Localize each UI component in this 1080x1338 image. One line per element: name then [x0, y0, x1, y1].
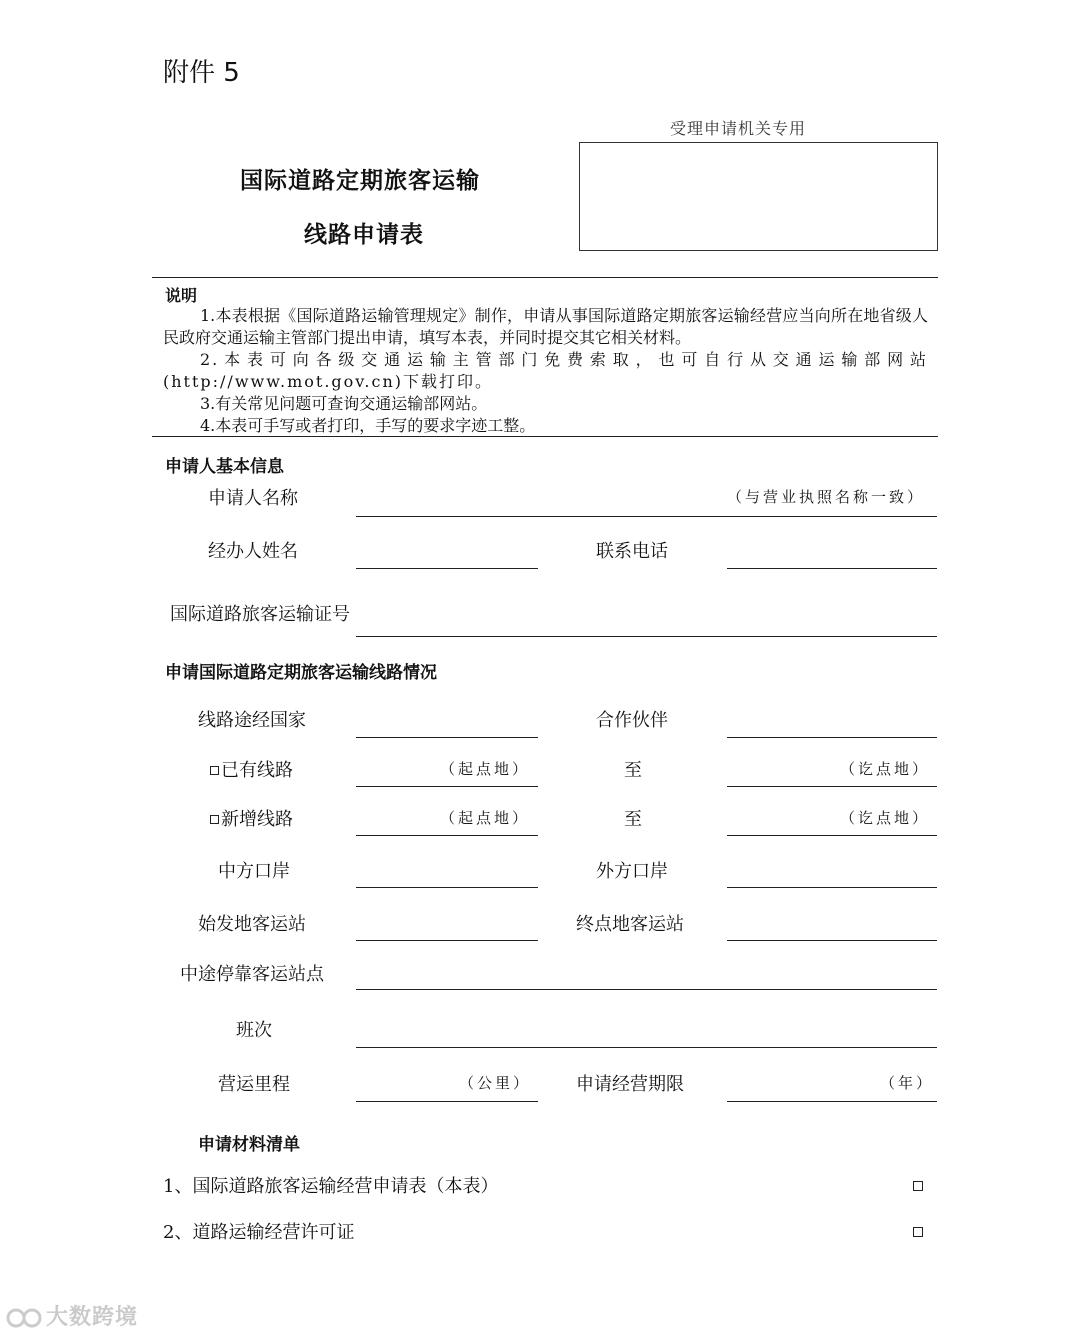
material-item-2: 2、道路运输经营许可证 — [163, 1222, 355, 1243]
instructions-heading: 说明 — [165, 286, 198, 305]
phone-label: 联系电话 — [596, 541, 668, 562]
new-route-option[interactable] — [210, 805, 293, 831]
period-field[interactable] — [727, 1101, 937, 1102]
existing-end-field[interactable] — [727, 786, 937, 787]
period-label: 申请经营期限 — [576, 1074, 684, 1095]
watermark-text: 大数跨境 — [46, 1305, 139, 1330]
partner-label: 合作伙伴 — [596, 710, 668, 731]
handler-name-field[interactable] — [356, 568, 538, 569]
existing-end-note: （讫点地） — [840, 760, 931, 778]
handler-name-label: 经办人姓名 — [208, 541, 298, 562]
instruction-2: 2.本表可向各级交通运输主管部门免费索取，也可自行从交通运输部网站(http://www.mot.gov.cn)下载打印。 — [163, 350, 928, 391]
instructions-body — [163, 305, 928, 437]
license-number-field[interactable] — [356, 636, 937, 637]
new-to-label: 至 — [624, 809, 642, 830]
license-number-label: 国际道路旅客运输证号 — [170, 604, 350, 625]
new-end-field[interactable] — [727, 835, 937, 836]
existing-route-option[interactable] — [210, 756, 293, 782]
stops-label: 中途停靠客运站点 — [180, 964, 324, 985]
new-route-checkbox[interactable] — [210, 815, 219, 824]
material-item-1: 1、国际道路旅客运输经营申请表（本表） — [163, 1176, 499, 1197]
stops-field[interactable] — [356, 989, 937, 990]
countries-field[interactable] — [356, 737, 538, 738]
office-use-box[interactable] — [579, 142, 938, 251]
form-title-line2: 线路申请表 — [304, 222, 424, 248]
cn-port-label: 中方口岸 — [218, 861, 290, 882]
applicant-name-note: （与营业执照名称一致） — [727, 488, 926, 506]
new-end-note: （讫点地） — [840, 809, 931, 827]
applicant-heading: 申请人基本信息 — [165, 457, 284, 477]
new-start-field[interactable] — [356, 835, 538, 836]
partner-field[interactable] — [727, 737, 937, 738]
frequency-label: 班次 — [236, 1020, 272, 1041]
phone-field[interactable] — [727, 568, 937, 569]
new-start-note: （起点地） — [440, 809, 531, 827]
route-heading: 申请国际道路定期旅客运输线路情况 — [165, 663, 437, 683]
cn-port-field[interactable] — [356, 887, 538, 888]
foreign-port-label: 外方口岸 — [596, 861, 668, 882]
divider-top — [152, 277, 938, 278]
mileage-label: 营运里程 — [218, 1074, 290, 1095]
applicant-name-field[interactable] — [356, 516, 937, 517]
existing-route-label: 已有线路 — [221, 760, 293, 781]
material-1-checkbox[interactable] — [913, 1181, 923, 1191]
instruction-1: 1.本表根据《国际道路运输管理规定》制作，申请从事国际道路定期旅客运输经营应当向所在地省级人民政府交通运输主管部门提出申请，填写本表，并同时提交其它相关材料。 — [163, 306, 928, 347]
existing-start-field[interactable] — [356, 786, 538, 787]
mileage-field[interactable] — [356, 1101, 538, 1102]
new-route-label: 新增线路 — [221, 809, 293, 830]
materials-heading: 申请材料清单 — [198, 1135, 300, 1155]
origin-station-field[interactable] — [356, 940, 538, 941]
foreign-port-field[interactable] — [727, 887, 937, 888]
applicant-name-label: 申请人名称 — [208, 488, 298, 509]
divider-bottom — [152, 436, 938, 437]
attachment-label: 附件 5 — [163, 58, 240, 88]
countries-label: 线路途经国家 — [198, 710, 306, 731]
frequency-field[interactable] — [356, 1047, 937, 1048]
instruction-3: 3.有关常见问题可查询交通运输部网站。 — [200, 394, 488, 413]
existing-to-label: 至 — [624, 760, 642, 781]
terminal-station-label: 终点地客运站 — [576, 914, 684, 935]
origin-station-label: 始发地客运站 — [198, 914, 306, 935]
period-unit: （年） — [880, 1074, 935, 1092]
existing-start-note: （起点地） — [440, 760, 531, 778]
mileage-unit: （公里） — [459, 1074, 532, 1092]
form-title-line1: 国际道路定期旅客运输 — [240, 168, 480, 194]
office-use-label: 受理申请机关专用 — [670, 119, 807, 138]
watermark — [6, 1300, 138, 1331]
terminal-station-field[interactable] — [727, 940, 937, 941]
material-2-checkbox[interactable] — [913, 1227, 923, 1237]
watermark-logo-icon — [6, 1306, 46, 1330]
instruction-4: 4.本表可手写或者打印，手写的要求字迹工整。 — [200, 416, 536, 435]
existing-route-checkbox[interactable] — [210, 766, 219, 775]
